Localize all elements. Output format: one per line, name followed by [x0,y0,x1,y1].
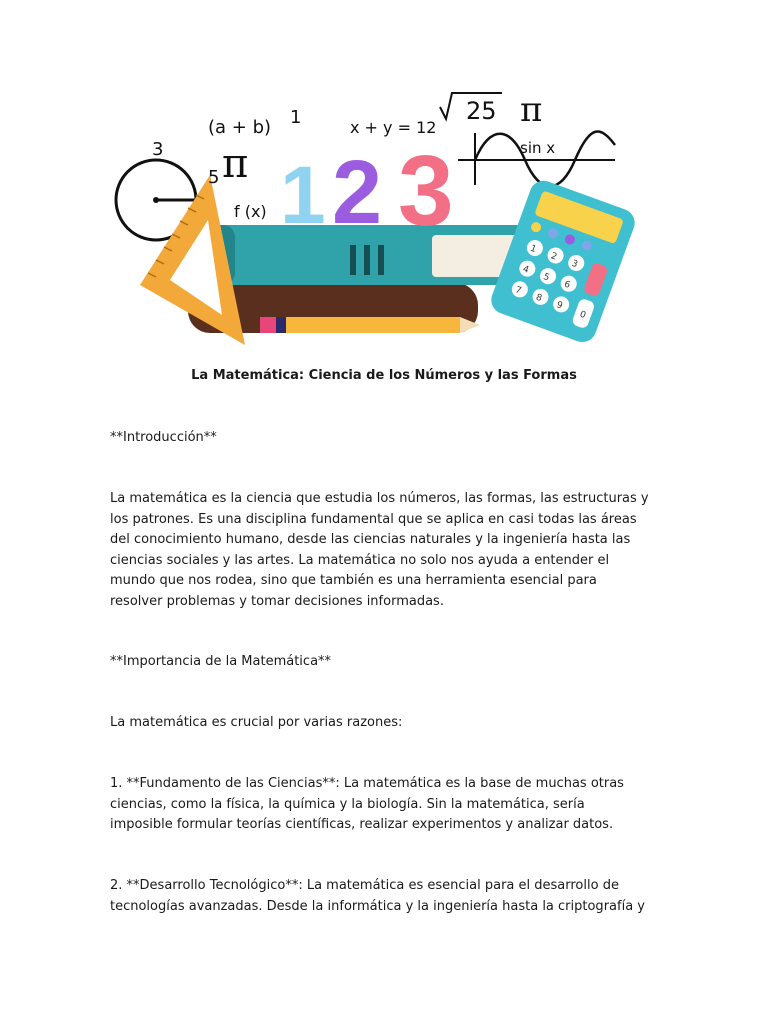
paragraph-line: ciencias, como la física, la química y la biología. Sin la matemática, sería [110,796,585,812]
svg-text:4: 4 [521,264,531,276]
svg-text:2: 2 [549,251,559,263]
calculator [487,177,638,346]
svg-text:0: 0 [578,309,587,322]
digit-two: 2 [332,143,383,243]
svg-text:9: 9 [555,300,564,312]
teal-book-bar1 [350,245,356,275]
importance-heading: **Importancia de la Matemática** [110,654,332,669]
pencil-band [276,317,286,333]
digit-one: 1 [280,150,326,241]
formula-f-x: f (x) [234,202,267,221]
formula-sin-x: sin x [520,139,556,157]
paragraph-line: La matemática es la ciencia que estudia los números, las formas, las estructuras y [110,491,649,506]
intro-heading: **Introducción** [110,430,217,445]
paragraph-line: mundo que nos rodea, sino que también es una herramienta esencial para [110,573,597,588]
list-item-2 [110,876,666,917]
paragraph-line: resolver problemas y tomar decisiones informadas. [110,593,444,609]
formula-x-plus-y: x + y = 12 [350,118,437,137]
svg-text:1: 1 [528,243,538,256]
pencil-eraser [260,317,276,333]
importance-intro: La matemática es crucial por varias razones: [110,715,403,730]
formula-pi-top: π [520,90,543,130]
formula-three: 3 [152,139,164,160]
formula-a-plus-b: (a + b) [208,117,272,138]
intro-paragraph [110,489,666,612]
svg-text:7: 7 [513,285,523,297]
math-illustration-svg [110,85,660,355]
list-item-1 [110,774,666,836]
formula-sqrt-value: 25 [466,97,497,125]
paragraph-line: del conocimiento humano, desde las ciencias naturales y la ingeniería hasta las [110,532,631,547]
document-title: La Matemática: Ciencia de los Números y las Formas [191,368,577,383]
formula-five: 5 [208,167,220,188]
paragraph-line: los patrones. Es una disciplina fundamental que se aplica en casi todas las áreas [110,511,637,527]
svg-text:6: 6 [562,279,572,291]
paragraph-line: imposible formular teorías científicas, realizar experimentos y analizar datos. [110,817,614,832]
formula-pi-mid: π [222,141,249,187]
teal-book-bar3 [378,245,384,275]
digit-three: 3 [398,135,454,247]
paragraph-line: 2. **Desarrollo Tecnológico**: La matemática es esencial para el desarrollo de [110,878,619,893]
svg-text:8: 8 [534,292,544,305]
paragraph-line: ciencias sociales y las artes. La matemática no solo nos ayuda a entender el [110,552,610,568]
formula-one: 1 [290,107,302,128]
paragraph-line: tecnologías avanzadas. Desde la informática y la ingeniería hasta la criptografía y [110,898,645,914]
teal-book-bar2 [364,245,370,275]
svg-text:3: 3 [570,258,579,271]
pencil-body [260,317,460,333]
paragraph-line: 1. **Fundamento de las Ciencias**: La matemática es la base de muchas otras [110,776,624,791]
svg-text:5: 5 [541,271,551,284]
math-illustration [110,85,660,355]
circle-center-dot [153,197,159,203]
